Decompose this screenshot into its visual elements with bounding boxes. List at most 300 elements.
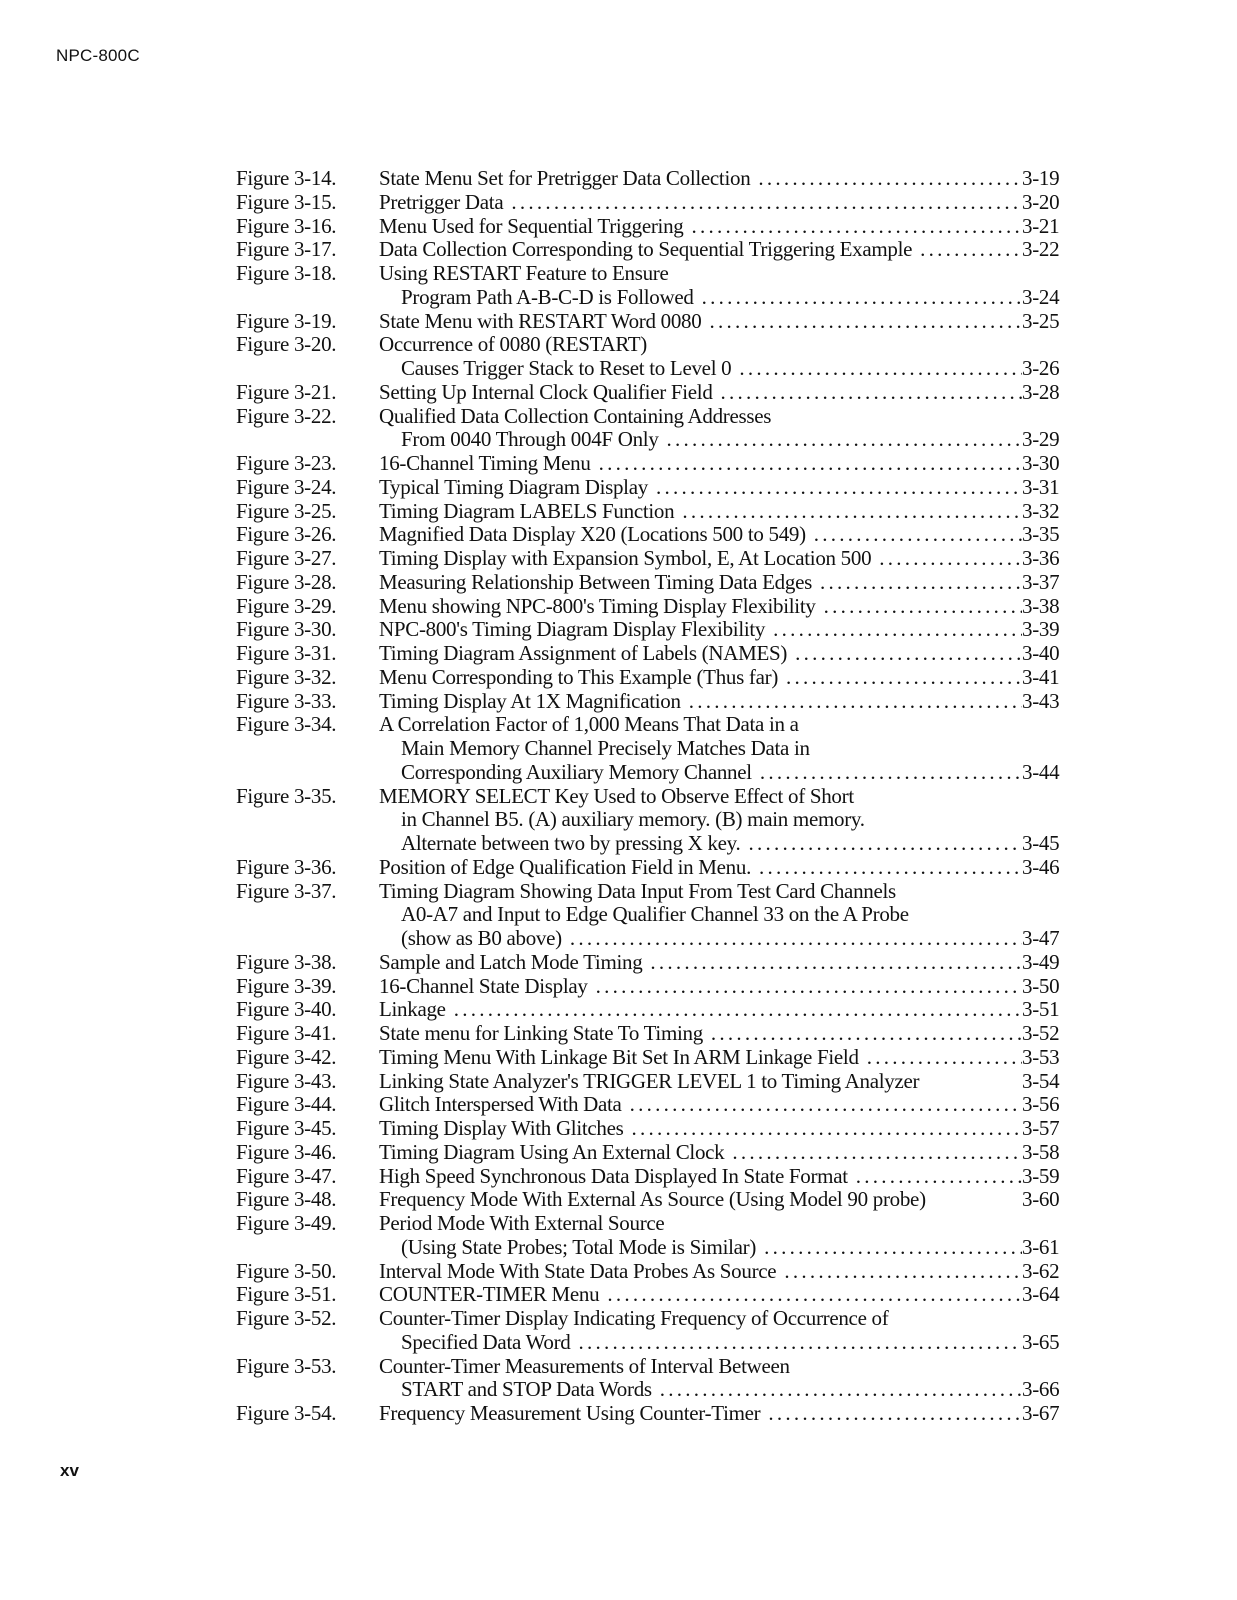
- figure-label: Figure 3-39.: [236, 973, 337, 998]
- dot-leader: [703, 1022, 1022, 1046]
- caption-line: [379, 357, 1066, 381]
- figure-page-number: 3-58: [1022, 1139, 1060, 1164]
- caption-line: [379, 286, 1066, 310]
- caption-text: Timing Diagram Assignment of Labels (NAMES): [379, 641, 788, 665]
- figure-page-number: 3-28: [1022, 379, 1060, 404]
- figure-page-number: 3-25: [1022, 308, 1060, 333]
- figure-caption: [379, 595, 1066, 619]
- caption-text: Sample and Latch Mode Timing: [379, 949, 643, 974]
- toc-entry: [236, 975, 1066, 999]
- figure-page-number: 3-62: [1022, 1258, 1060, 1283]
- caption-line: [379, 1260, 1066, 1284]
- caption-text: Data Collection Corresponding to Sequential Triggering Example: [379, 237, 913, 262]
- dot-leader: [871, 547, 1022, 571]
- figure-page-number: 3-30: [1022, 451, 1060, 475]
- toc-entry: [236, 310, 1066, 334]
- caption-line: [379, 903, 1066, 927]
- caption-text: Timing Menu With Linkage Bit Set In ARM Linkage Field: [379, 1044, 859, 1069]
- figure-page-number: 3-66: [1022, 1377, 1060, 1402]
- figure-caption: [379, 951, 1066, 975]
- figure-page-number: 3-24: [1022, 284, 1060, 309]
- figure-label: Figure 3-35.: [236, 783, 337, 808]
- caption-line: [379, 1378, 1066, 1402]
- figure-caption: [379, 690, 1066, 714]
- caption-text: Frequency Measurement Using Counter-Timer: [379, 1401, 761, 1425]
- figure-page-number: 3-60: [1022, 1187, 1060, 1212]
- caption-line: [379, 476, 1066, 500]
- figure-caption: [379, 1165, 1066, 1189]
- figure-caption: [379, 262, 1066, 310]
- caption-line: [379, 238, 1066, 262]
- dot-leader: [750, 167, 1022, 191]
- toc-entry: [236, 1260, 1066, 1284]
- caption-line: [379, 880, 1066, 904]
- figure-page-number: 3-43: [1022, 688, 1060, 713]
- dot-leader: [787, 642, 1022, 666]
- figure-label: Figure 3-29.: [236, 593, 337, 618]
- figure-label: Figure 3-52.: [236, 1306, 337, 1330]
- figure-caption: [379, 1141, 1066, 1165]
- caption-line: [379, 927, 1066, 951]
- figure-label: Figure 3-36.: [236, 854, 337, 879]
- toc-entry: [236, 1355, 1066, 1403]
- toc-entry: [236, 215, 1066, 239]
- dot-leader: [674, 500, 1022, 524]
- figure-page-number: 3-44: [1022, 759, 1060, 784]
- dot-leader: [806, 523, 1022, 547]
- dot-leader: [776, 1260, 1022, 1284]
- caption-text: Linkage: [379, 997, 446, 1022]
- figure-caption: [379, 310, 1066, 334]
- figure-label: Figure 3-53.: [236, 1353, 337, 1378]
- caption-line: [379, 1022, 1066, 1046]
- figure-caption: [379, 452, 1066, 476]
- figure-page-number: 3-67: [1022, 1401, 1060, 1425]
- dot-leader: [571, 1331, 1023, 1355]
- caption-line: [379, 642, 1066, 666]
- caption-text: Timing Diagram Showing Data Input From Test Card Channels: [379, 878, 896, 903]
- figure-caption: [379, 523, 1066, 547]
- dot-leader: [681, 690, 1022, 714]
- caption-line: [379, 523, 1066, 547]
- dot-leader: [446, 998, 1022, 1022]
- caption-line: [379, 856, 1066, 880]
- list-of-figures: [236, 167, 1066, 1426]
- toc-entry: [236, 1283, 1066, 1307]
- caption-line: [379, 1236, 1066, 1260]
- toc-entry: [236, 1402, 1066, 1426]
- page-number: xv: [60, 1461, 79, 1480]
- toc-entry: [236, 238, 1066, 262]
- dot-leader: [926, 1188, 1022, 1212]
- toc-entry: [236, 452, 1066, 476]
- caption-line: [379, 1117, 1066, 1141]
- toc-entry: [236, 1188, 1066, 1212]
- toc-entry: [236, 500, 1066, 524]
- figure-caption: [379, 215, 1066, 239]
- figure-label: Figure 3-38.: [236, 949, 337, 974]
- caption-line: [379, 1212, 1066, 1236]
- dot-leader: [752, 761, 1022, 785]
- caption-line: [379, 452, 1066, 476]
- figure-caption: [379, 333, 1066, 381]
- caption-text: Setting Up Internal Clock Qualifier Field: [379, 379, 713, 404]
- figure-label: Figure 3-30.: [236, 617, 337, 642]
- figure-label: Figure 3-15.: [236, 189, 337, 214]
- figure-page-number: 3-32: [1022, 498, 1060, 523]
- caption-text: Program Path A-B-C-D is Followed: [401, 284, 694, 309]
- caption-text: (show as B0 above): [401, 926, 562, 950]
- caption-line: [379, 713, 1066, 737]
- figure-page-number: 3-21: [1022, 213, 1060, 238]
- caption-text: Counter-Timer Display Indicating Frequency of Occurrence of: [379, 1306, 889, 1330]
- caption-line: [379, 975, 1066, 999]
- figure-label: Figure 3-37.: [236, 878, 337, 903]
- toc-entry: [236, 642, 1066, 666]
- caption-text: Counter-Timer Measurements of Interval Between: [379, 1353, 790, 1378]
- figure-label: Figure 3-44.: [236, 1092, 337, 1117]
- figure-page-number: 3-53: [1022, 1044, 1060, 1069]
- dot-leader: [812, 571, 1022, 595]
- toc-entry: [236, 856, 1066, 880]
- dot-leader: [756, 1236, 1022, 1260]
- figure-caption: [379, 1070, 1066, 1094]
- caption-text: (Using State Probes; Total Mode is Similar): [401, 1234, 757, 1259]
- figure-caption: [379, 1093, 1066, 1117]
- figure-label: Figure 3-40.: [236, 997, 337, 1022]
- dot-leader: [859, 1046, 1022, 1070]
- figure-caption: [379, 642, 1066, 666]
- caption-text: Timing Diagram LABELS Function: [379, 498, 675, 523]
- caption-text: From 0040 Through 004F Only: [401, 427, 659, 452]
- figure-page-number: 3-31: [1022, 474, 1060, 499]
- figure-caption: [379, 1117, 1066, 1141]
- dot-leader: [919, 1070, 1022, 1094]
- dot-leader: [912, 238, 1022, 262]
- caption-text: NPC-800's Timing Diagram Display Flexibility: [379, 617, 766, 642]
- caption-line: [379, 310, 1066, 334]
- figure-page-number: 3-45: [1022, 831, 1060, 855]
- dot-leader: [713, 381, 1022, 405]
- caption-line: [379, 262, 1066, 286]
- dot-leader: [740, 832, 1022, 856]
- figure-caption: [379, 238, 1066, 262]
- caption-text: COUNTER-TIMER Menu: [379, 1282, 600, 1307]
- caption-text: Timing Diagram Using An External Clock: [379, 1139, 725, 1164]
- caption-line: [379, 333, 1066, 357]
- toc-entry: [236, 666, 1066, 690]
- caption-text: Linking State Analyzer's TRIGGER LEVEL 1 to Timing Analyzer: [379, 1068, 920, 1093]
- caption-line: [379, 1331, 1066, 1355]
- caption-line: [379, 1355, 1066, 1379]
- dot-leader: [778, 666, 1022, 690]
- caption-line: [379, 500, 1066, 524]
- figure-caption: [379, 1022, 1066, 1046]
- document-code: NPC-800C: [56, 46, 140, 65]
- caption-text: Magnified Data Display X20 (Locations 500 to 549): [379, 522, 806, 547]
- caption-text: Alternate between two by pressing X key.: [401, 831, 741, 855]
- figure-page-number: 3-38: [1022, 593, 1060, 618]
- figure-label: Figure 3-34.: [236, 712, 337, 737]
- toc-entry: [236, 951, 1066, 975]
- figure-page-number: 3-49: [1022, 949, 1060, 974]
- caption-text: Typical Timing Diagram Display: [379, 474, 648, 499]
- caption-text: A0-A7 and Input to Edge Qualifier Channel 33 on the A Probe: [401, 902, 909, 927]
- dot-leader: [642, 951, 1022, 975]
- figure-page-number: 3-35: [1022, 522, 1060, 547]
- figure-caption: [379, 1212, 1066, 1260]
- figure-label: Figure 3-28.: [236, 569, 337, 594]
- figure-page-number: 3-37: [1022, 569, 1060, 594]
- figure-label: Figure 3-23.: [236, 451, 337, 475]
- figure-caption: [379, 1307, 1066, 1355]
- figure-page-number: 3-56: [1022, 1092, 1060, 1117]
- figure-page-number: 3-20: [1022, 189, 1060, 214]
- caption-text: Interval Mode With State Data Probes As Source: [379, 1258, 777, 1283]
- caption-line: [379, 381, 1066, 405]
- caption-line: [379, 1046, 1066, 1070]
- figure-caption: [379, 547, 1066, 571]
- figure-label: Figure 3-43.: [236, 1068, 337, 1093]
- figure-page-number: 3-19: [1022, 166, 1060, 190]
- caption-text: A Correlation Factor of 1,000 Means That Data in a: [379, 712, 799, 737]
- toc-entry: [236, 1307, 1066, 1355]
- figure-label: Figure 3-45.: [236, 1116, 337, 1140]
- caption-text: Glitch Interspersed With Data: [379, 1092, 622, 1117]
- caption-line: [379, 1093, 1066, 1117]
- figure-label: Figure 3-27.: [236, 546, 337, 570]
- figure-caption: [379, 571, 1066, 595]
- caption-text: Measuring Relationship Between Timing Data Edges: [379, 569, 812, 594]
- figure-caption: [379, 880, 1066, 951]
- figure-page-number: 3-64: [1022, 1282, 1060, 1307]
- toc-entry: [236, 713, 1066, 784]
- figure-caption: [379, 1046, 1066, 1070]
- dot-leader: [599, 1283, 1022, 1307]
- caption-text: Menu Corresponding to This Example (Thus far): [379, 664, 779, 689]
- caption-text: State menu for Linking State To Timing: [379, 1021, 703, 1045]
- figure-caption: [379, 713, 1066, 784]
- figure-page-number: 3-61: [1022, 1234, 1060, 1259]
- caption-line: [379, 215, 1066, 239]
- toc-entry: [236, 333, 1066, 381]
- figure-label: Figure 3-51.: [236, 1282, 337, 1307]
- figure-label: Figure 3-18.: [236, 261, 337, 285]
- figure-page-number: 3-59: [1022, 1163, 1060, 1188]
- figure-caption: [379, 405, 1066, 453]
- caption-text: High Speed Synchronous Data Displayed In State Format: [379, 1163, 848, 1188]
- caption-line: [379, 571, 1066, 595]
- dot-leader: [816, 595, 1022, 619]
- figure-label: Figure 3-22.: [236, 403, 337, 428]
- caption-line: [379, 1283, 1066, 1307]
- caption-line: [379, 618, 1066, 642]
- figure-label: Figure 3-50.: [236, 1258, 337, 1283]
- caption-text: Occurrence of 0080 (RESTART): [379, 332, 647, 357]
- caption-text: 16-Channel Timing Menu: [379, 451, 591, 475]
- figure-caption: [379, 167, 1066, 191]
- dot-leader: [652, 1378, 1022, 1402]
- caption-text: Specified Data Word: [401, 1329, 571, 1354]
- caption-text: Timing Display with Expansion Symbol, E, At Location 500: [379, 546, 872, 570]
- figure-caption: [379, 191, 1066, 215]
- caption-text: 16-Channel State Display: [379, 973, 588, 998]
- figure-caption: [379, 666, 1066, 690]
- toc-entry: [236, 1022, 1066, 1046]
- dot-leader: [562, 927, 1022, 951]
- caption-line: [379, 1141, 1066, 1165]
- toc-entry: [236, 1212, 1066, 1260]
- figure-caption: [379, 500, 1066, 524]
- caption-text: Period Mode With External Source: [379, 1211, 665, 1235]
- caption-line: [379, 1307, 1066, 1331]
- toc-entry: [236, 405, 1066, 453]
- toc-entry: [236, 1165, 1066, 1189]
- caption-line: [379, 1070, 1066, 1094]
- toc-entry: [236, 618, 1066, 642]
- dot-leader: [659, 428, 1022, 452]
- figure-page-number: 3-52: [1022, 1021, 1060, 1045]
- dot-leader: [765, 618, 1022, 642]
- caption-text: State Menu Set for Pretrigger Data Collection: [379, 166, 751, 190]
- caption-text: Causes Trigger Stack to Reset to Level 0: [401, 356, 732, 380]
- caption-line: [379, 191, 1066, 215]
- toc-entry: [236, 785, 1066, 856]
- figure-page-number: 3-65: [1022, 1329, 1060, 1354]
- caption-text: Timing Display With Glitches: [379, 1116, 624, 1140]
- figure-page-number: 3-40: [1022, 641, 1060, 665]
- caption-line: [379, 690, 1066, 714]
- figure-caption: [379, 381, 1066, 405]
- dot-leader: [624, 1117, 1022, 1141]
- figure-label: Figure 3-33.: [236, 688, 337, 713]
- figure-label: Figure 3-16.: [236, 213, 337, 238]
- dot-leader: [503, 191, 1022, 215]
- figure-page-number: 3-41: [1022, 664, 1060, 689]
- dot-leader: [724, 1141, 1022, 1165]
- toc-entry: [236, 167, 1066, 191]
- caption-text: Qualified Data Collection Containing Addresses: [379, 403, 772, 428]
- toc-entry: [236, 595, 1066, 619]
- caption-text: START and STOP Data Words: [401, 1377, 652, 1402]
- caption-line: [379, 428, 1066, 452]
- toc-entry: [236, 880, 1066, 951]
- figure-label: Figure 3-14.: [236, 166, 337, 190]
- caption-line: [379, 761, 1066, 785]
- dot-leader: [760, 1402, 1022, 1426]
- figure-caption: [379, 1188, 1066, 1212]
- figure-page-number: 3-57: [1022, 1116, 1060, 1140]
- figure-label: Figure 3-20.: [236, 332, 337, 357]
- toc-entry: [236, 191, 1066, 215]
- dot-leader: [701, 310, 1022, 334]
- caption-text: Using RESTART Feature to Ensure: [379, 261, 669, 285]
- caption-line: [379, 1188, 1066, 1212]
- figure-label: Figure 3-46.: [236, 1139, 337, 1164]
- figure-caption: [379, 785, 1066, 856]
- figure-caption: [379, 1260, 1066, 1284]
- figure-label: Figure 3-26.: [236, 522, 337, 547]
- figure-label: Figure 3-19.: [236, 308, 337, 333]
- toc-entry: [236, 1046, 1066, 1070]
- toc-entry: [236, 998, 1066, 1022]
- dot-leader: [683, 215, 1022, 239]
- figure-page-number: 3-47: [1022, 926, 1060, 950]
- caption-text: in Channel B5. (A) auxiliary memory. (B) main memory.: [401, 807, 865, 832]
- caption-line: [379, 832, 1066, 856]
- caption-line: [379, 951, 1066, 975]
- figure-label: Figure 3-24.: [236, 474, 337, 499]
- toc-entry: [236, 381, 1066, 405]
- figure-page-number: 3-51: [1022, 997, 1060, 1022]
- caption-line: [379, 595, 1066, 619]
- dot-leader: [731, 357, 1022, 381]
- toc-entry: [236, 1070, 1066, 1094]
- caption-line: [379, 666, 1066, 690]
- figure-caption: [379, 975, 1066, 999]
- toc-entry: [236, 1093, 1066, 1117]
- figure-caption: [379, 1402, 1066, 1426]
- toc-entry: [236, 523, 1066, 547]
- caption-line: [379, 1165, 1066, 1189]
- figure-label: Figure 3-31.: [236, 641, 337, 665]
- caption-text: Timing Display At 1X Magnification: [379, 688, 681, 713]
- toc-entry: [236, 476, 1066, 500]
- figure-page-number: 3-36: [1022, 546, 1060, 570]
- caption-text: MEMORY SELECT Key Used to Observe Effect of Short: [379, 783, 854, 808]
- dot-leader: [622, 1093, 1022, 1117]
- dot-leader: [694, 286, 1022, 310]
- figure-label: Figure 3-32.: [236, 664, 337, 689]
- caption-line: [379, 785, 1066, 809]
- caption-line: [379, 1402, 1066, 1426]
- caption-text: Menu showing NPC-800's Timing Display Flexibility: [379, 593, 816, 618]
- toc-entry: [236, 262, 1066, 310]
- figure-page-number: 3-50: [1022, 973, 1060, 998]
- figure-label: Figure 3-48.: [236, 1187, 337, 1212]
- caption-text: Pretrigger Data: [379, 189, 504, 214]
- figure-page-number: 3-29: [1022, 427, 1060, 452]
- figure-page-number: 3-54: [1022, 1068, 1060, 1093]
- figure-caption: [379, 1283, 1066, 1307]
- figure-label: Figure 3-25.: [236, 498, 337, 523]
- caption-line: [379, 167, 1066, 191]
- figure-caption: [379, 1355, 1066, 1403]
- figure-page-number: 3-22: [1022, 237, 1060, 262]
- caption-text: Menu Used for Sequential Triggering: [379, 213, 684, 238]
- toc-entry: [236, 690, 1066, 714]
- caption-text: Corresponding Auxiliary Memory Channel: [401, 759, 752, 784]
- toc-entry: [236, 1117, 1066, 1141]
- figure-label: Figure 3-42.: [236, 1044, 337, 1069]
- dot-leader: [648, 476, 1022, 500]
- caption-line: [379, 405, 1066, 429]
- figure-label: Figure 3-41.: [236, 1021, 337, 1045]
- caption-text: State Menu with RESTART Word 0080: [379, 308, 702, 333]
- caption-text: Frequency Mode With External As Source (Using Model 90 probe): [379, 1187, 926, 1212]
- dot-leader: [591, 452, 1022, 476]
- caption-text: Main Memory Channel Precisely Matches Data in: [401, 736, 810, 760]
- figure-caption: [379, 618, 1066, 642]
- figure-page-number: 3-46: [1022, 854, 1060, 879]
- caption-line: [379, 547, 1066, 571]
- figure-caption: [379, 476, 1066, 500]
- figure-label: Figure 3-49.: [236, 1211, 337, 1235]
- caption-line: [379, 808, 1066, 832]
- figure-label: Figure 3-54.: [236, 1401, 337, 1425]
- figure-page-number: 3-39: [1022, 617, 1060, 642]
- toc-entry: [236, 571, 1066, 595]
